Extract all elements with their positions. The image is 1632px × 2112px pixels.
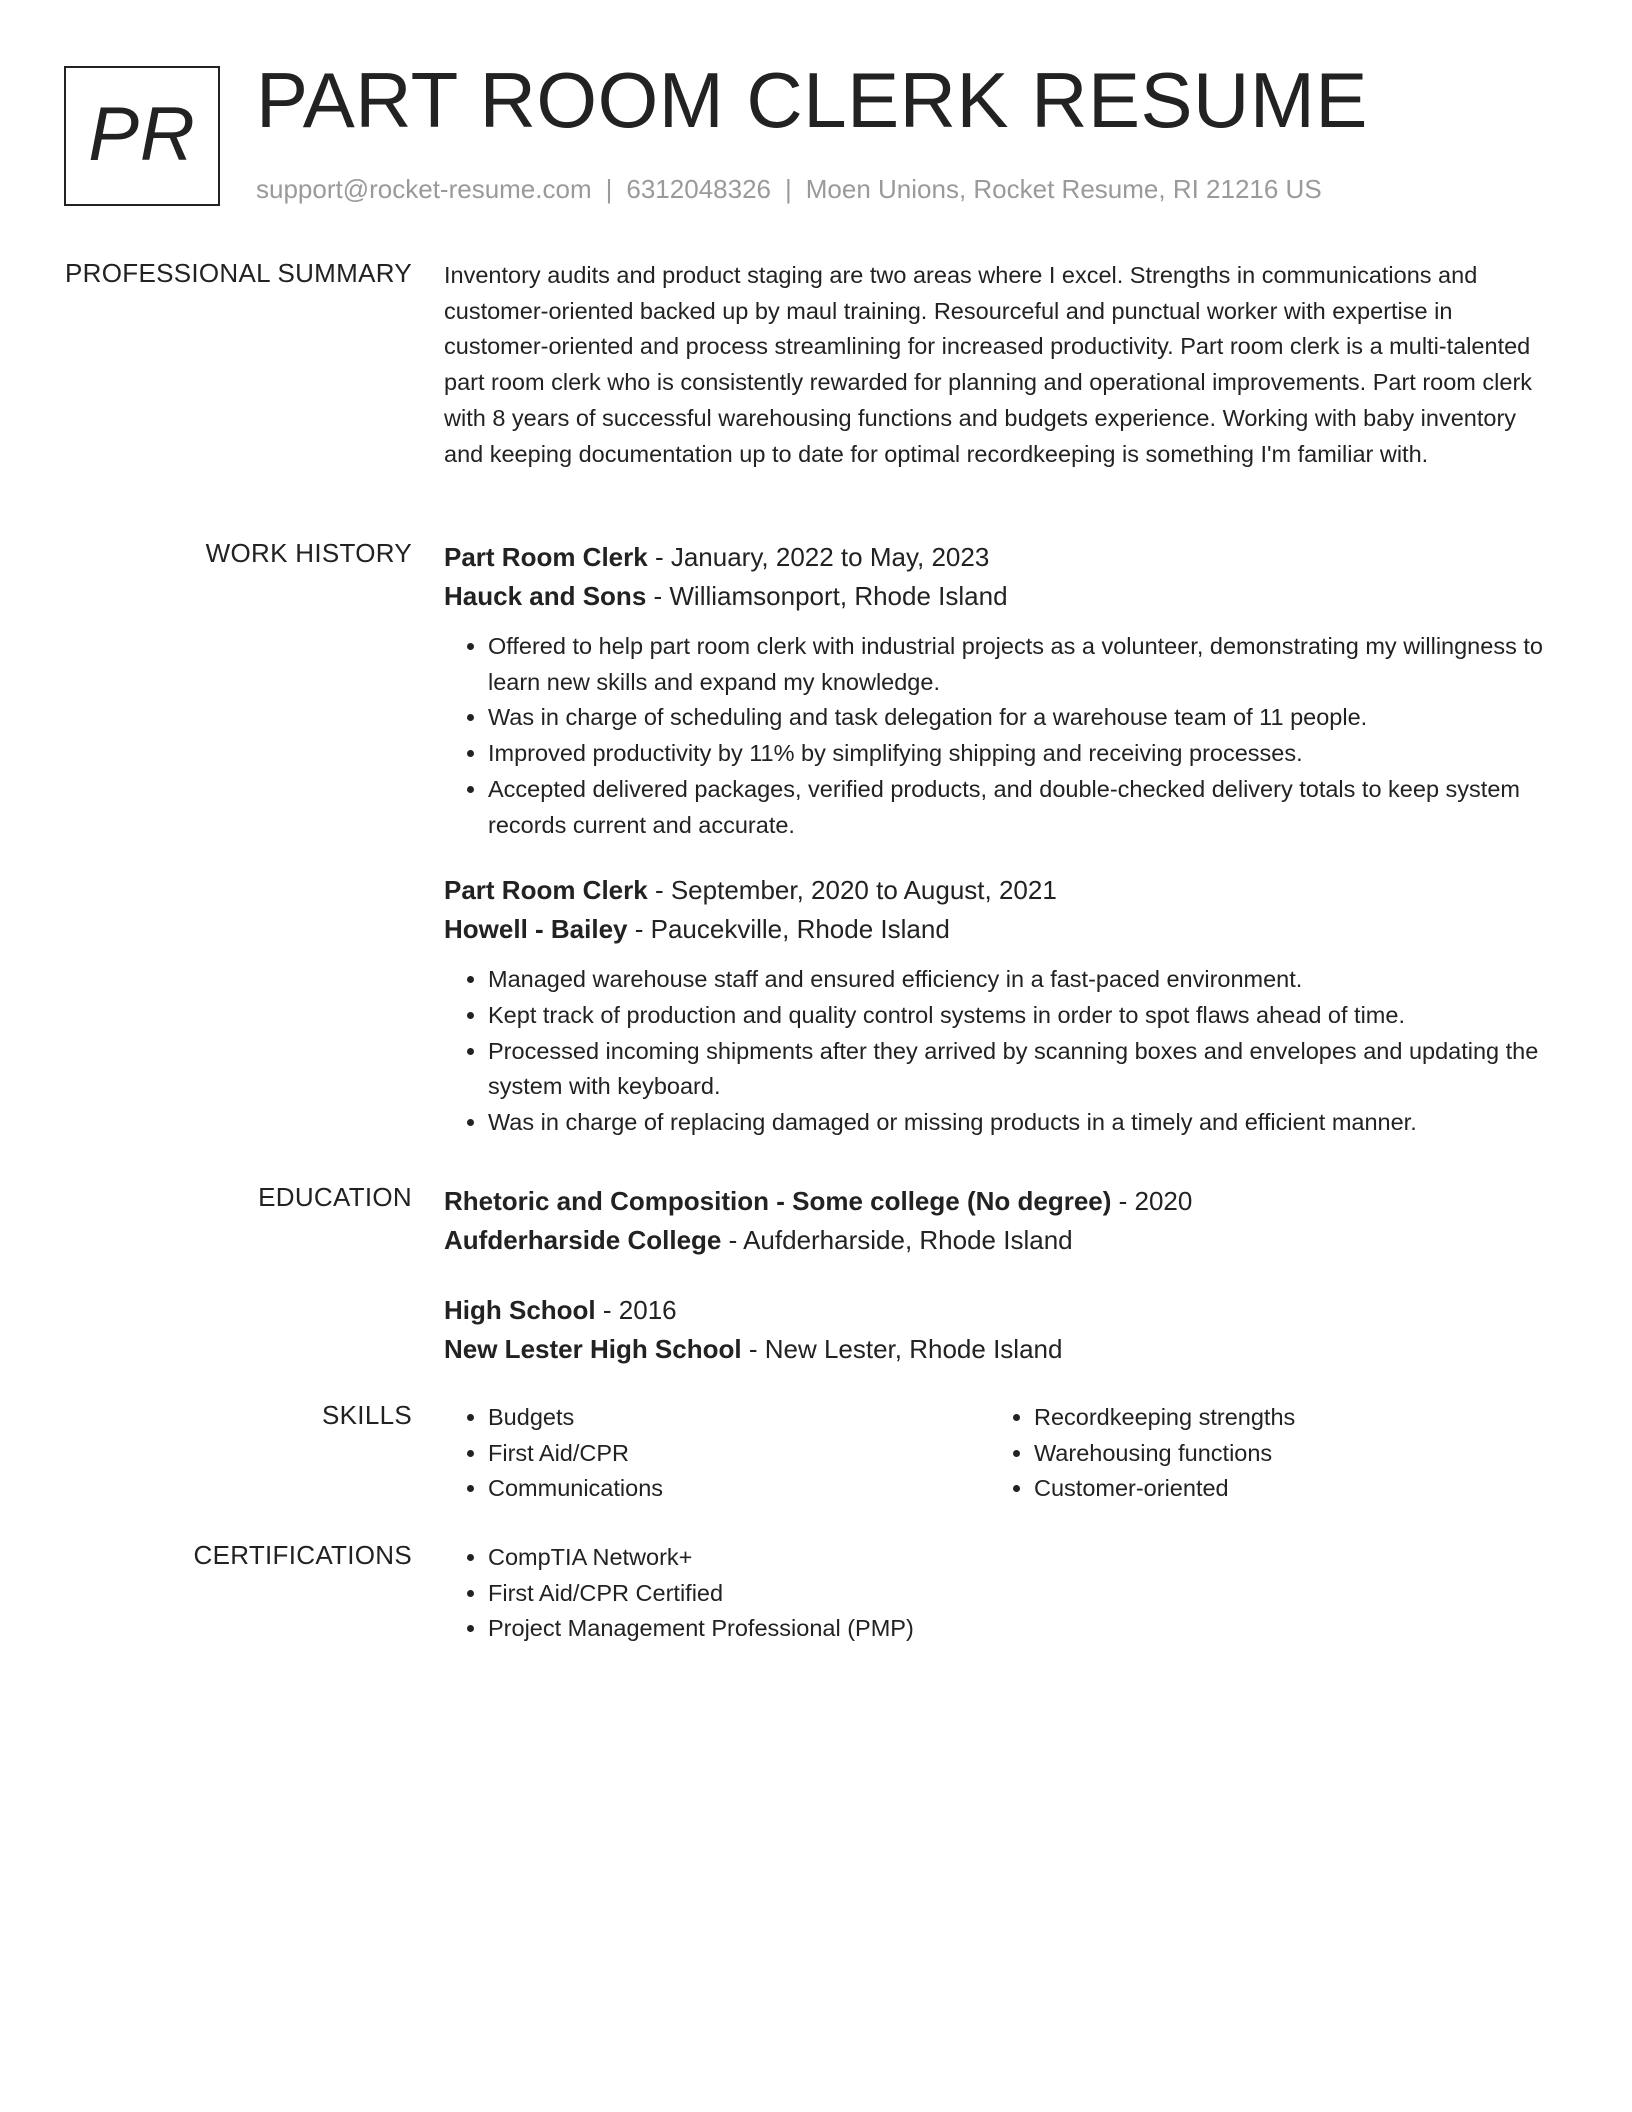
contact-address: Moen Unions, Rocket Resume, RI 21216 US — [805, 174, 1322, 204]
job-bullet: • Kept track of production and quality control systems in order to spot flaws ahead of time. — [488, 998, 1554, 1034]
skills-grid — [444, 1400, 1554, 1507]
job-bullet: • Was in charge of replacing damaged or missing products in a timely and efficient manner. — [488, 1105, 1554, 1141]
monogram-box — [64, 66, 220, 206]
education-entry — [444, 1182, 1554, 1260]
education-body — [444, 1182, 1554, 1369]
education-school-line — [444, 1330, 1554, 1369]
education-degree: Rhetoric and Composition - Some college (No degree) — [444, 1186, 1112, 1216]
skills-body — [444, 1400, 1554, 1507]
skill-item: • Warehousing functions — [1034, 1436, 1534, 1472]
section-label-summary: PROFESSIONAL SUMMARY — [65, 258, 412, 288]
section-label-certifications: CERTIFICATIONS — [193, 1540, 412, 1570]
job-location: - Williamsonport, Rhode Island — [646, 581, 1008, 611]
skills-column-right — [988, 1400, 1534, 1507]
job-entry — [444, 538, 1554, 843]
job-location: - Paucekville, Rhode Island — [627, 914, 950, 945]
certification-item: • CompTIA Network+ — [488, 1540, 1554, 1576]
job-dates: - January, 2022 to May, 2023 — [647, 542, 990, 572]
skill-item: • Recordkeeping strengths — [1034, 1400, 1534, 1436]
certification-item: • First Aid/CPR Certified — [488, 1576, 1554, 1612]
job-title-line — [444, 538, 1554, 577]
job-company-line — [444, 577, 1554, 616]
resume-title: PART ROOM CLERK RESUME — [256, 56, 1368, 144]
job-bullet: • Offered to help part room clerk with industrial projects as a volunteer, demonstrating my willingness to learn new skills and expand my knowledge. — [488, 629, 1554, 700]
education-school: Aufderharside College — [444, 1225, 722, 1255]
job-dates: - September, 2020 to August, 2021 — [647, 875, 1057, 906]
skill-item: • Communications — [488, 1471, 988, 1507]
section-label-education: EDUCATION — [258, 1182, 412, 1212]
job-company: Hauck and Sons — [444, 581, 647, 611]
contact-email: support@rocket-resume.com — [256, 174, 592, 204]
job-company: Howell - Bailey — [444, 914, 628, 945]
monogram-initials: PR — [88, 91, 196, 177]
job-bullet: • Processed incoming shipments after they arrived by scanning boxes and envelopes and updating the system with keyboard. — [488, 1034, 1554, 1105]
work-history-body — [444, 538, 1554, 1141]
contact-separator: | — [785, 174, 792, 204]
education-degree-line — [444, 1182, 1554, 1221]
contact-line — [256, 174, 1322, 205]
job-bullet: • Was in charge of scheduling and task delegation for a warehouse team of 11 people. — [488, 700, 1554, 736]
job-bullet: • Managed warehouse staff and ensured efficiency in a fast-paced environment. — [488, 962, 1554, 998]
education-year: - 2020 — [1111, 1186, 1193, 1216]
job-entry — [444, 871, 1554, 1141]
section-label-skills: SKILLS — [322, 1400, 412, 1430]
education-year: - 2016 — [595, 1295, 677, 1325]
education-entry — [444, 1291, 1554, 1369]
education-school-line — [444, 1221, 1554, 1260]
job-title: Part Room Clerk — [444, 875, 648, 906]
skill-item: • Customer-oriented — [1034, 1471, 1534, 1507]
education-location: - New Lester, Rhode Island — [741, 1334, 1063, 1364]
job-bullets — [444, 962, 1554, 1141]
certifications-list — [444, 1540, 1554, 1647]
job-bullet: • Accepted delivered packages, verified products, and double-checked delivery totals to keep system records current and accurate. — [488, 772, 1554, 843]
job-company-line — [444, 910, 1554, 949]
job-bullets — [444, 629, 1554, 843]
section-label-work-history: WORK HISTORY — [205, 538, 412, 568]
certifications-body — [444, 1540, 1554, 1647]
skill-item: • First Aid/CPR — [488, 1436, 988, 1472]
summary-body — [444, 258, 1554, 472]
job-title-line — [444, 871, 1554, 910]
skills-column-left — [444, 1400, 988, 1507]
summary-text: Inventory audits and product staging are two areas where I excel. Strengths in communications and customer-oriented backed up by maul training. Resourceful and punctual worker with expertise in customer-oriented and process streamlining for increased productivity. Part room clerk is a multi-talented part room clerk who is consistently rewarded for planning and operational improvements. Part room clerk with 8 years of successful warehousing functions and budgets experience. Working with baby inventory and keeping documentation up to date for optimal recordkeeping is something I'm familiar with. — [444, 262, 1533, 467]
education-school: New Lester High School — [444, 1334, 742, 1364]
job-title: Part Room Clerk — [444, 542, 648, 572]
job-bullet: • Improved productivity by 11% by simplifying shipping and receiving processes. — [488, 736, 1554, 772]
education-degree-line — [444, 1291, 1554, 1330]
contact-phone: 6312048326 — [626, 174, 771, 204]
education-location: - Aufderharside, Rhode Island — [721, 1225, 1073, 1255]
education-degree: High School — [444, 1295, 596, 1325]
contact-separator: | — [605, 174, 613, 204]
certification-item: • Project Management Professional (PMP) — [488, 1611, 1554, 1647]
skill-item: • Budgets — [488, 1400, 988, 1436]
